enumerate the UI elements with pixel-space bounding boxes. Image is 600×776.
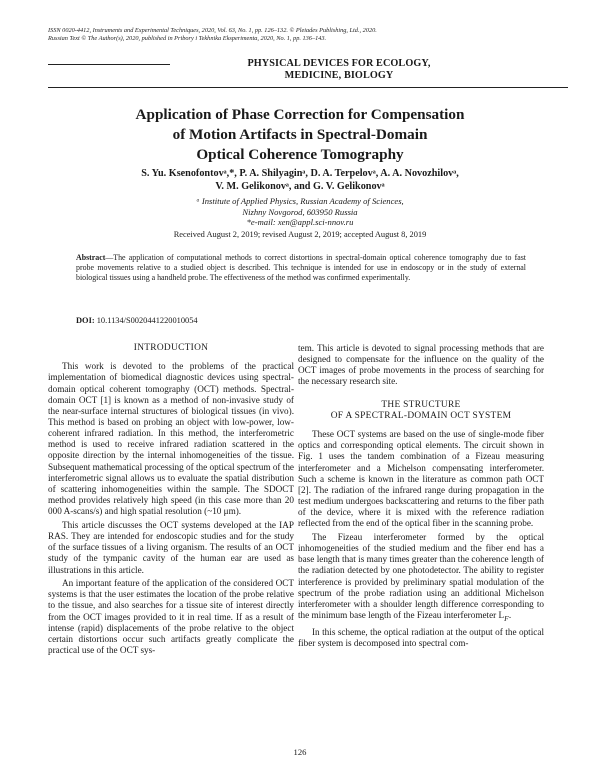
doi xyxy=(76,316,526,326)
intro-paragraph-3: An important feature of the application of the considered OCT systems is that the user estimates the location of the probe relative to the tissue, and also searches for a tissue site of interest directly from the OCT images provided to it in real time. If as a result of intense (rapid) displacements of the probe relative to the object certain distortions occur such artifacts greatly complicate the practical use of the OCT sys- xyxy=(48,578,294,656)
structure-heading-line-2: OF A SPECTRAL-DOMAIN OCT SYSTEM xyxy=(330,410,512,421)
journal-header xyxy=(48,27,568,43)
doi-value: 10.1134/S0020441220010054 xyxy=(94,316,198,325)
structure-paragraph-2 xyxy=(298,532,544,624)
section-title xyxy=(174,58,504,81)
affiliation-line-2: Nizhny Novgorod, 603950 Russia xyxy=(242,206,358,217)
abstract xyxy=(76,253,526,283)
structure-paragraph-2-end: . xyxy=(508,610,512,621)
structure-heading-line-1: THE STRUCTURE xyxy=(381,399,461,410)
structure-heading xyxy=(298,400,544,422)
abstract-text: —The application of computational methods to correct distortions in spectral-domain optical coherence tomography due to fast probe movements relative to a studied object is described. This technique is intended for use in endoscopy or in the study of external biological tissues using a handheld probe. The effectiveness of the method was confirmed experimentally. xyxy=(76,253,526,282)
author-line-1: S. Yu. Ksenofontovᵃ,*, P. A. Shilyaginᵃ, D. A. Terpelovᵃ, A. A. Novozhilovᵃ, xyxy=(141,168,459,179)
author-list xyxy=(60,167,540,193)
paper-title-line-1: Application of Phase Correction for Compensation xyxy=(135,106,465,123)
intro-heading: INTRODUCTION xyxy=(133,343,209,353)
paper-title xyxy=(60,105,540,165)
paper-title-line-3: Optical Coherence Tomography xyxy=(196,146,404,163)
structure-paragraph-2-subscript: F xyxy=(504,613,509,623)
section-title-line-2: MEDICINE, BIOLOGY xyxy=(284,69,394,81)
structure-paragraph-1: These OCT systems are based on the use of single-mode fiber optics and corresponding optical elements. The circuit shown in Fig. 1 uses the tandem combination of a Fizeau measuring interferometer and a Michelson compensating interferometer. Such a scheme is known in the literature as common path OCT [2]. The radiation of the infrared range during propagation in the test medium undergoes backscattering and returns to the fiber path of the device, where it is mixed with the reference radiation reflected from the end of the optical fiber in the scanning probe. xyxy=(298,429,544,529)
journal-header-line-2: Russian Text © The Author(s), 2020, published in Pribory i Tekhnika Eksperimenta, 2020, No. 1, pp. 136–143. xyxy=(48,35,327,42)
abstract-label: Abstract xyxy=(76,253,106,262)
received-dates: Received August 2, 2019; revised August 2, 2019; accepted August 8, 2019 xyxy=(173,230,427,239)
affiliation xyxy=(60,196,540,228)
section-rule-left xyxy=(48,64,170,65)
journal-header-line-1: ISSN 0020-4412, Instruments and Experimental Techniques, 2020, Vol. 63, No. 1, pp. 126–132. © Pleiades Publishing, Ltd., 2020. xyxy=(48,27,377,34)
left-column xyxy=(48,343,294,659)
affiliation-line-1: ᵃ Institute of Applied Physics, Russian Academy of Sciences, xyxy=(196,196,404,206)
section-rule-bottom xyxy=(48,87,568,88)
intro-paragraph-1: This work is devoted to the problems of the practical implementation of biomedical diagnostic devices using spectral-domain optical coherent tomography (OCT) methods. Spectral-domain OCT [1] is known as a method of non-invasive study of the near-surface internal structures of biological tissues (in vivo). This method is based on probing an object with low-power, low-coherent infrared radiation. In this method, the interferometric method is used to receive infrared radiation scattered in the opposite direction by the internal inhomogeneities of the tissue. Subsequent mathematical processing of the optical spectrum of the interferometric signal allows us to evaluate the spatial distribution of scattering inhomogeneities within the sample. The SDOCT method provides relatively high speed (in this case more than 20 000 A-scans/s) and high spatial resolution (~10 μm). xyxy=(48,361,294,517)
right-column xyxy=(298,343,544,651)
intro-paragraph-4: tem. This article is devoted to signal processing methods that are designed to compensate for the influence on the quality of the OCT images of probe movements in the process of searching for the necessary research site. xyxy=(298,343,544,387)
page-number: 126 xyxy=(293,747,307,757)
section-title-line-1: PHYSICAL DEVICES FOR ECOLOGY, xyxy=(247,58,431,69)
intro-paragraph-2: This article discusses the OCT systems developed at the IAP RAS. They are intended for endoscopic studies and for the study of the surface tissues of a living organism. The results of an OCT study of the tympanic cavity of the human ear are used as illustrations in this article. xyxy=(48,519,294,575)
paper-title-line-2: of Motion Artifacts in Spectral-Domain xyxy=(172,126,428,143)
structure-paragraph-3: In this scheme, the optical radiation at the output of the optical fiber system is decomposed into spectral com- xyxy=(298,626,544,648)
author-email: *e-mail: xen@appl.sci-nnov.ru xyxy=(246,217,354,227)
structure-paragraph-2-text: The Fizeau interferometer formed by the optical inhomogeneities of the studied medium and the fiber end has a base length that is many times greater than the coherence length of the radiation detected by one photodetector. The ability to register interference is provided by preliminary spatial modulation of the spectrum of the probe radiation using an additional Michelson interferometer with a shoulder length difference corresponding to the minimum base length of the Fizeau interferometer L xyxy=(298,531,544,621)
doi-label: DOI: xyxy=(76,316,95,325)
author-line-2: V. M. Gelikonovᵃ, and G. V. Gelikonovᵃ xyxy=(215,181,385,192)
